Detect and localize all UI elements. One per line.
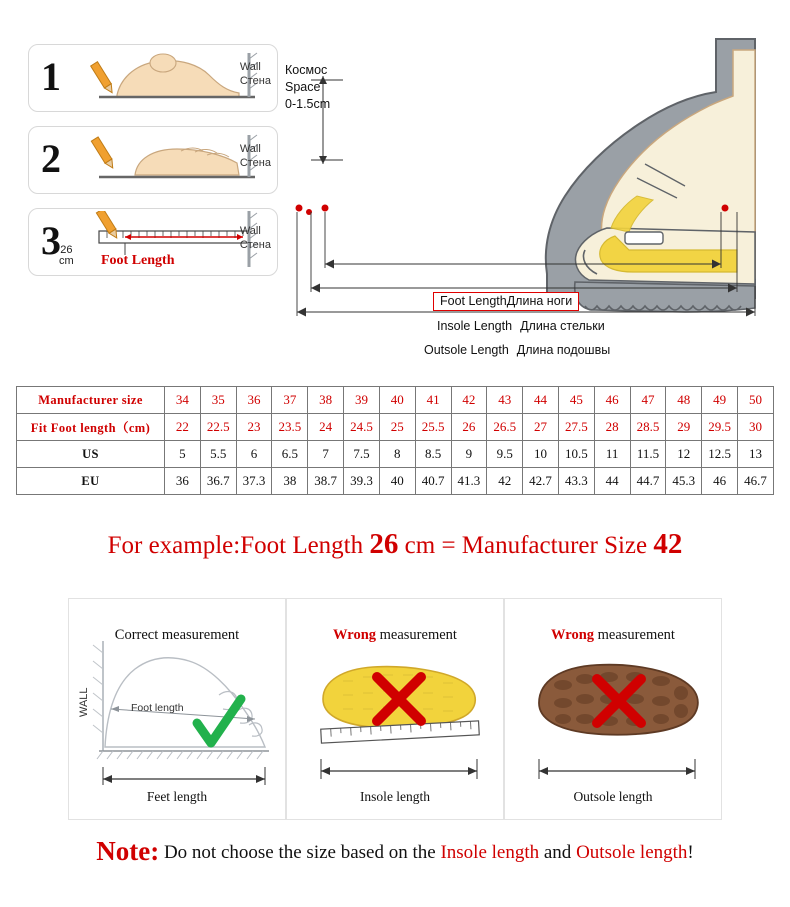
- table-cell: 30: [738, 414, 774, 441]
- table-cell: 27: [523, 414, 559, 441]
- example-cm-unit: cm: [404, 532, 436, 559]
- table-cell: 25.5: [415, 414, 451, 441]
- table-cell: 11: [594, 441, 630, 468]
- table-cell: 35: [200, 387, 236, 414]
- shoe-cross-section-diagram: [285, 36, 780, 366]
- panel-3-title: Wrong measurement: [551, 627, 675, 643]
- table-cell: 11.5: [630, 441, 666, 468]
- table-cell: 25: [379, 414, 415, 441]
- table-cell: 43: [487, 387, 523, 414]
- table-cell: 39: [344, 387, 380, 414]
- table-cell: 48: [666, 387, 702, 414]
- table-cell: 7: [308, 441, 344, 468]
- step-3-ruler-value: 26 cm: [59, 244, 74, 267]
- table-cell: 43.3: [558, 468, 594, 495]
- table-cell: 5: [165, 441, 201, 468]
- table-cell: 22.5: [200, 414, 236, 441]
- table-cell: 42: [451, 387, 487, 414]
- table-cell: 42.7: [523, 468, 559, 495]
- table-cell: 8: [379, 441, 415, 468]
- table-cell: 22: [165, 414, 201, 441]
- table-cell: 45: [558, 387, 594, 414]
- table-cell: 28: [594, 414, 630, 441]
- table-cell: 42: [487, 468, 523, 495]
- panel-3-illustration: [505, 599, 723, 821]
- foot-length-dimension-label: Foot LengthДлина ноги: [433, 292, 579, 311]
- step-1-number: 1: [41, 54, 61, 99]
- table-cell: 41.3: [451, 468, 487, 495]
- panel-2-illustration: [287, 599, 505, 821]
- size-chart-table: [16, 386, 774, 495]
- table-cell: 24: [308, 414, 344, 441]
- table-cell: 40: [379, 468, 415, 495]
- panel-1-title: Correct measurement: [114, 627, 240, 643]
- table-row: [17, 387, 774, 414]
- panel-wrong-outsole: [504, 598, 722, 820]
- table-row: [17, 414, 774, 441]
- step-2-illustration: [77, 129, 267, 193]
- table-cell: 44.7: [630, 468, 666, 495]
- panel-3-caption: Outsole length: [573, 789, 653, 804]
- step-3-foot-length-label: Foot Length: [101, 253, 175, 268]
- insole-length-dimension-label: Insole Length Длина стельки: [437, 319, 605, 333]
- table-cell: 47: [630, 387, 666, 414]
- table-cell: 29.5: [702, 414, 738, 441]
- step-3-number: 3: [41, 218, 61, 263]
- table-row-header: Manufacturer size: [17, 387, 165, 414]
- panel-2-title: Wrong measurement: [333, 627, 457, 643]
- table-cell: 38: [272, 468, 308, 495]
- table-cell: 26.5: [487, 414, 523, 441]
- table-cell: 9.5: [487, 441, 523, 468]
- step-2: [28, 126, 278, 194]
- table-cell: 44: [523, 387, 559, 414]
- table-cell: 46: [594, 387, 630, 414]
- panel-correct-measurement: [68, 598, 286, 820]
- panel-2-caption: Insole length: [359, 789, 431, 804]
- table-cell: 24.5: [344, 414, 380, 441]
- table-cell: 38: [308, 387, 344, 414]
- note-text-before: Do not choose the size based on the: [159, 842, 441, 863]
- outsole-length-dimension-label: Outsole Length Длина подошвы: [424, 343, 611, 357]
- table-cell: 36.7: [200, 468, 236, 495]
- example-prefix: For example:Foot Length: [107, 532, 364, 559]
- note-word: Note:: [96, 836, 160, 866]
- table-cell: 28.5: [630, 414, 666, 441]
- table-cell: 6: [236, 441, 272, 468]
- svg-text:WALL: WALL: [78, 687, 90, 717]
- note-line: [0, 836, 790, 867]
- step-1-wall-label: Wall Стена: [239, 61, 271, 87]
- table-cell: 10: [523, 441, 559, 468]
- table-cell: 40: [379, 387, 415, 414]
- table-cell: 5.5: [200, 441, 236, 468]
- table-cell: 50: [738, 387, 774, 414]
- steps-panel: [28, 44, 278, 290]
- table-cell: 12.5: [702, 441, 738, 468]
- step-3-wall-label: Wall Стена: [239, 225, 271, 251]
- note-text-after: !: [687, 842, 694, 863]
- table-row-header: EU: [17, 468, 165, 495]
- table-cell: 44: [594, 468, 630, 495]
- table-cell: 46: [702, 468, 738, 495]
- table-row: [17, 441, 774, 468]
- space-gap-label: Космос Space 0-1.5cm: [285, 63, 331, 111]
- table-cell: 29: [666, 414, 702, 441]
- note-text-middle: and: [539, 842, 577, 863]
- step-1: [28, 44, 278, 112]
- shoe-illustration: [285, 36, 780, 366]
- note-insole: Insole length: [440, 842, 540, 863]
- table-cell: 45.3: [666, 468, 702, 495]
- sizes-table: [16, 386, 774, 495]
- table-cell: 41: [415, 387, 451, 414]
- svg-text:Foot length: Foot length: [131, 702, 184, 714]
- table-cell: 39.3: [344, 468, 380, 495]
- example-equals: = Manufacturer Size: [441, 532, 648, 559]
- note-outsole: Outsole length: [576, 842, 688, 863]
- comparison-panels: [68, 598, 724, 820]
- example-size: 42: [653, 528, 683, 560]
- measurement-instructions-section: [0, 0, 790, 370]
- step-2-wall-label: Wall Стена: [239, 143, 271, 169]
- table-cell: 6.5: [272, 441, 308, 468]
- table-cell: 37.3: [236, 468, 272, 495]
- table-cell: 23: [236, 414, 272, 441]
- table-cell: 7.5: [344, 441, 380, 468]
- table-cell: 46.7: [738, 468, 774, 495]
- example-foot-cm: 26: [369, 528, 399, 560]
- table-cell: 10.5: [558, 441, 594, 468]
- panel-1-caption: Feet length: [146, 789, 208, 804]
- panel-wrong-insole: [286, 598, 504, 820]
- step-3: [28, 208, 278, 276]
- table-cell: 26: [451, 414, 487, 441]
- table-cell: 34: [165, 387, 201, 414]
- table-cell: 37: [272, 387, 308, 414]
- table-row: [17, 468, 774, 495]
- table-cell: 40.7: [415, 468, 451, 495]
- table-row-header: US: [17, 441, 165, 468]
- table-cell: 49: [702, 387, 738, 414]
- table-cell: 36: [236, 387, 272, 414]
- table-cell: 36: [165, 468, 201, 495]
- table-cell: 27.5: [558, 414, 594, 441]
- step-1-illustration: [77, 47, 267, 111]
- panel-1-illustration: [69, 599, 287, 821]
- table-cell: 23.5: [272, 414, 308, 441]
- sizes-table-body: [17, 387, 774, 495]
- example-line: [0, 528, 790, 561]
- step-2-number: 2: [41, 136, 61, 181]
- table-row-header: Fit Foot length（cm): [17, 414, 165, 441]
- table-cell: 8.5: [415, 441, 451, 468]
- table-cell: 13: [738, 441, 774, 468]
- table-cell: 38.7: [308, 468, 344, 495]
- table-cell: 12: [666, 441, 702, 468]
- table-cell: 9: [451, 441, 487, 468]
